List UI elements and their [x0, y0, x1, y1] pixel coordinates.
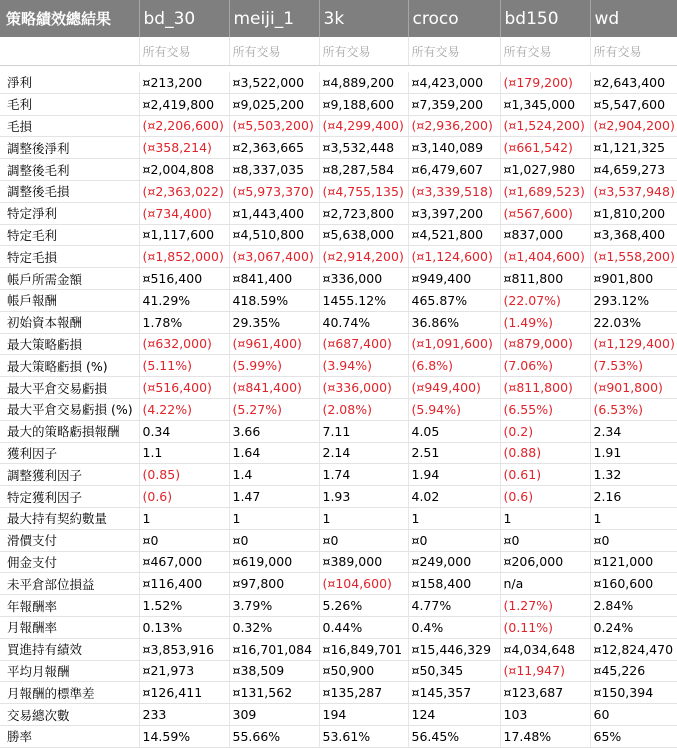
value-cell: (¤661,542)	[500, 137, 590, 159]
row-label: 特定毛損	[0, 246, 139, 268]
value-cell: ¤8,337,035	[229, 159, 319, 181]
subheader-label: 所有交易	[500, 37, 590, 66]
value-cell: 55.66%	[229, 725, 319, 747]
table-row	[0, 224, 677, 246]
row-label: 最大策略虧損	[0, 333, 139, 355]
value-cell: (¤5,503,200)	[229, 115, 319, 137]
value-cell: ¤4,889,200	[319, 72, 408, 93]
value-cell: 4.05	[408, 420, 500, 442]
row-label: 最大的策略虧損報酬	[0, 420, 139, 442]
column-header: croco	[408, 0, 500, 37]
value-cell: ¤16,849,701	[319, 638, 408, 660]
value-cell: (¤179,200)	[500, 72, 590, 93]
row-label: 交易總次數	[0, 704, 139, 726]
value-cell: ¤3,397,200	[408, 202, 500, 224]
value-cell: ¤0	[590, 529, 677, 551]
value-cell: (¤1,129,400)	[590, 333, 677, 355]
row-label: 帳戶報酬	[0, 289, 139, 311]
table-row	[0, 398, 677, 420]
value-cell: ¤145,357	[408, 682, 500, 704]
value-cell: (¤1,091,600)	[408, 333, 500, 355]
value-cell: (3.94%)	[319, 355, 408, 377]
value-cell: 1.93	[319, 486, 408, 508]
table-row	[0, 159, 677, 181]
value-cell: (0.2)	[500, 420, 590, 442]
value-cell: 1	[500, 507, 590, 529]
value-cell: 36.86%	[408, 311, 500, 333]
value-cell: 22.03%	[590, 311, 677, 333]
value-cell: ¤811,800	[500, 268, 590, 290]
value-cell: 14.59%	[139, 725, 229, 747]
value-cell: ¤38,509	[229, 660, 319, 682]
value-cell: (¤104,600)	[319, 573, 408, 595]
value-cell: (0.85)	[139, 464, 229, 486]
value-cell: (0.11%)	[500, 616, 590, 638]
value-cell: ¤1,027,980	[500, 159, 590, 181]
value-cell: ¤3,522,000	[229, 72, 319, 93]
value-cell: ¤2,363,665	[229, 137, 319, 159]
value-cell: ¤4,521,800	[408, 224, 500, 246]
table-row	[0, 137, 677, 159]
value-cell: ¤158,400	[408, 573, 500, 595]
value-cell: 4.02	[408, 486, 500, 508]
value-cell: 17.48%	[500, 725, 590, 747]
value-cell: (¤879,000)	[500, 333, 590, 355]
value-cell: (22.07%)	[500, 289, 590, 311]
row-label: 調整後毛利	[0, 159, 139, 181]
value-cell: (¤2,936,200)	[408, 115, 500, 137]
value-cell: 194	[319, 704, 408, 726]
value-cell: ¤160,600	[590, 573, 677, 595]
row-label: 平均月報酬	[0, 660, 139, 682]
value-cell: ¤1,117,600	[139, 224, 229, 246]
value-cell: (¤336,000)	[319, 377, 408, 399]
value-cell: (¤961,400)	[229, 333, 319, 355]
value-cell: 56.45%	[408, 725, 500, 747]
subheader-label: 所有交易	[408, 37, 500, 66]
value-cell: ¤467,000	[139, 551, 229, 573]
row-label: 初始資本報酬	[0, 311, 139, 333]
value-cell: ¤213,200	[139, 72, 229, 93]
table-row	[0, 355, 677, 377]
column-header: bd150	[500, 0, 590, 37]
value-cell: ¤206,000	[500, 551, 590, 573]
value-cell: ¤1,443,400	[229, 202, 319, 224]
table-row	[0, 311, 677, 333]
value-cell: 2.51	[408, 442, 500, 464]
value-cell: 1.94	[408, 464, 500, 486]
table-row	[0, 442, 677, 464]
value-cell: (¤1,689,523)	[500, 180, 590, 202]
value-cell: 0.34	[139, 420, 229, 442]
value-cell: 53.61%	[319, 725, 408, 747]
value-cell: ¤50,345	[408, 660, 500, 682]
value-cell: 7.11	[319, 420, 408, 442]
value-cell: (¤567,600)	[500, 202, 590, 224]
value-cell: 124	[408, 704, 500, 726]
subheader-row	[0, 37, 677, 66]
value-cell: ¤50,900	[319, 660, 408, 682]
value-cell: (7.06%)	[500, 355, 590, 377]
value-cell: ¤619,000	[229, 551, 319, 573]
value-cell: 1.78%	[139, 311, 229, 333]
value-cell: (¤358,214)	[139, 137, 229, 159]
value-cell: (¤3,067,400)	[229, 246, 319, 268]
value-cell: (¤841,400)	[229, 377, 319, 399]
value-cell: n/a	[500, 573, 590, 595]
table-row	[0, 268, 677, 290]
value-cell: ¤121,000	[590, 551, 677, 573]
value-cell: (6.8%)	[408, 355, 500, 377]
value-cell: 1	[229, 507, 319, 529]
value-cell: 1	[139, 507, 229, 529]
value-cell: ¤3,532,448	[319, 137, 408, 159]
column-header: meiji_1	[229, 0, 319, 37]
table-row	[0, 420, 677, 442]
value-cell: 0.24%	[590, 616, 677, 638]
value-cell: ¤16,701,084	[229, 638, 319, 660]
column-header: wd	[590, 0, 677, 37]
row-label: 調整後淨利	[0, 137, 139, 159]
value-cell: 0.32%	[229, 616, 319, 638]
value-cell: ¤8,287,584	[319, 159, 408, 181]
row-label: 帳戶所需金額	[0, 268, 139, 290]
value-cell: ¤21,973	[139, 660, 229, 682]
value-cell: (5.99%)	[229, 355, 319, 377]
value-cell: (¤2,363,022)	[139, 180, 229, 202]
value-cell: (¤949,400)	[408, 377, 500, 399]
subheader-empty	[0, 37, 139, 66]
value-cell: (¤3,339,518)	[408, 180, 500, 202]
value-cell: (2.08%)	[319, 398, 408, 420]
value-cell: (0.6)	[139, 486, 229, 508]
table-row	[0, 638, 677, 660]
value-cell: ¤5,547,600	[590, 93, 677, 115]
value-cell: ¤97,800	[229, 573, 319, 595]
value-cell: ¤135,287	[319, 682, 408, 704]
value-cell: 3.66	[229, 420, 319, 442]
value-cell: (¤1,124,600)	[408, 246, 500, 268]
value-cell: (4.22%)	[139, 398, 229, 420]
value-cell: ¤837,000	[500, 224, 590, 246]
value-cell: 1.91	[590, 442, 677, 464]
value-cell: (¤734,400)	[139, 202, 229, 224]
row-label: 最大策略虧損 (%)	[0, 355, 139, 377]
value-cell: 2.14	[319, 442, 408, 464]
value-cell: 1.47	[229, 486, 319, 508]
value-cell: ¤949,400	[408, 268, 500, 290]
value-cell: (¤687,400)	[319, 333, 408, 355]
row-label: 調整獲利因子	[0, 464, 139, 486]
value-cell: (7.53%)	[590, 355, 677, 377]
value-cell: (0.88)	[500, 442, 590, 464]
table-row	[0, 115, 677, 137]
value-cell: 2.84%	[590, 595, 677, 617]
value-cell: 1.4	[229, 464, 319, 486]
row-label: 年報酬率	[0, 595, 139, 617]
table-row	[0, 573, 677, 595]
value-cell: ¤5,638,000	[319, 224, 408, 246]
value-cell: ¤901,800	[590, 268, 677, 290]
value-cell: ¤3,140,089	[408, 137, 500, 159]
value-cell: (5.94%)	[408, 398, 500, 420]
row-label: 淨利	[0, 72, 139, 93]
value-cell: 3.79%	[229, 595, 319, 617]
value-cell: ¤116,400	[139, 573, 229, 595]
value-cell: 1	[590, 507, 677, 529]
value-cell: (¤1,524,200)	[500, 115, 590, 137]
value-cell: (¤1,852,000)	[139, 246, 229, 268]
value-cell: (¤3,537,948)	[590, 180, 677, 202]
value-cell: ¤0	[408, 529, 500, 551]
value-cell: 29.35%	[229, 311, 319, 333]
value-cell: 1	[319, 507, 408, 529]
value-cell: ¤0	[229, 529, 319, 551]
value-cell: (0.61)	[500, 464, 590, 486]
value-cell: (1.27%)	[500, 595, 590, 617]
row-label: 佣金支付	[0, 551, 139, 573]
value-cell: ¤1,810,200	[590, 202, 677, 224]
value-cell: ¤123,687	[500, 682, 590, 704]
value-cell: ¤6,479,607	[408, 159, 500, 181]
value-cell: ¤336,000	[319, 268, 408, 290]
value-cell: ¤4,034,648	[500, 638, 590, 660]
value-cell: 1.32	[590, 464, 677, 486]
value-cell: (1.49%)	[500, 311, 590, 333]
value-cell: (¤11,947)	[500, 660, 590, 682]
table-row	[0, 725, 677, 747]
value-cell: ¤9,188,600	[319, 93, 408, 115]
value-cell: 1.52%	[139, 595, 229, 617]
value-cell: ¤1,121,325	[590, 137, 677, 159]
value-cell: 40.74%	[319, 311, 408, 333]
value-cell: ¤9,025,200	[229, 93, 319, 115]
value-cell: (6.53%)	[590, 398, 677, 420]
value-cell: (¤4,755,135)	[319, 180, 408, 202]
value-cell: 1.74	[319, 464, 408, 486]
value-cell: ¤4,510,800	[229, 224, 319, 246]
value-cell: (0.6)	[500, 486, 590, 508]
table-row	[0, 660, 677, 682]
header-row	[0, 0, 677, 37]
value-cell: 0.13%	[139, 616, 229, 638]
value-cell: 60	[590, 704, 677, 726]
table-row	[0, 682, 677, 704]
row-label: 調整後毛損	[0, 180, 139, 202]
table-row	[0, 180, 677, 202]
value-cell: ¤2,004,808	[139, 159, 229, 181]
value-cell: ¤0	[139, 529, 229, 551]
value-cell: (¤1,404,600)	[500, 246, 590, 268]
row-label: 特定獲利因子	[0, 486, 139, 508]
value-cell: 2.16	[590, 486, 677, 508]
value-cell: (¤2,914,200)	[319, 246, 408, 268]
value-cell: 5.26%	[319, 595, 408, 617]
table-row	[0, 377, 677, 399]
value-cell: ¤0	[319, 529, 408, 551]
value-cell: 4.77%	[408, 595, 500, 617]
value-cell: 0.44%	[319, 616, 408, 638]
value-cell: 2.34	[590, 420, 677, 442]
value-cell: 103	[500, 704, 590, 726]
table-row	[0, 289, 677, 311]
row-label: 獲利因子	[0, 442, 139, 464]
row-label: 未平倉部位損益	[0, 573, 139, 595]
table-row	[0, 202, 677, 224]
value-cell: 0.4%	[408, 616, 500, 638]
value-cell: ¤249,000	[408, 551, 500, 573]
value-cell: 293.12%	[590, 289, 677, 311]
row-label: 最大持有契約數量	[0, 507, 139, 529]
row-label: 滑價支付	[0, 529, 139, 551]
value-cell: ¤131,562	[229, 682, 319, 704]
value-cell: ¤7,359,200	[408, 93, 500, 115]
value-cell: ¤4,659,273	[590, 159, 677, 181]
subheader-label: 所有交易	[139, 37, 229, 66]
value-cell: ¤3,368,400	[590, 224, 677, 246]
row-label: 勝率	[0, 725, 139, 747]
value-cell: (¤4,299,400)	[319, 115, 408, 137]
value-cell: ¤45,226	[590, 660, 677, 682]
row-label: 毛利	[0, 93, 139, 115]
table-row	[0, 93, 677, 115]
value-cell: ¤12,824,470	[590, 638, 677, 660]
table-row	[0, 507, 677, 529]
value-cell: ¤126,411	[139, 682, 229, 704]
value-cell: 418.59%	[229, 289, 319, 311]
value-cell: (¤1,558,200)	[590, 246, 677, 268]
value-cell: ¤0	[500, 529, 590, 551]
table-row	[0, 72, 677, 93]
column-header: 3k	[319, 0, 408, 37]
table-row	[0, 616, 677, 638]
value-cell: 1455.12%	[319, 289, 408, 311]
value-cell: 65%	[590, 725, 677, 747]
row-label: 月報酬率	[0, 616, 139, 638]
value-cell: (6.55%)	[500, 398, 590, 420]
value-cell: (¤516,400)	[139, 377, 229, 399]
value-cell: (5.11%)	[139, 355, 229, 377]
row-label: 最大平倉交易虧損	[0, 377, 139, 399]
value-cell: (¤5,973,370)	[229, 180, 319, 202]
value-cell: ¤2,723,800	[319, 202, 408, 224]
subheader-label: 所有交易	[319, 37, 408, 66]
table-row	[0, 704, 677, 726]
row-label: 特定淨利	[0, 202, 139, 224]
row-label: 毛損	[0, 115, 139, 137]
table-row	[0, 246, 677, 268]
table-body	[0, 66, 677, 748]
value-cell: ¤841,400	[229, 268, 319, 290]
value-cell: ¤150,394	[590, 682, 677, 704]
value-cell: ¤15,446,329	[408, 638, 500, 660]
column-header: bd_30	[139, 0, 229, 37]
table-row	[0, 529, 677, 551]
value-cell: 1.1	[139, 442, 229, 464]
value-cell: ¤1,345,000	[500, 93, 590, 115]
value-cell: 41.29%	[139, 289, 229, 311]
subheader-label: 所有交易	[229, 37, 319, 66]
value-cell: ¤3,853,916	[139, 638, 229, 660]
value-cell: 1	[408, 507, 500, 529]
row-label: 買進持有績效	[0, 638, 139, 660]
value-cell: (5.27%)	[229, 398, 319, 420]
value-cell: (¤632,000)	[139, 333, 229, 355]
value-cell: 1.64	[229, 442, 319, 464]
table-row	[0, 551, 677, 573]
table-row	[0, 464, 677, 486]
value-cell: (¤2,206,600)	[139, 115, 229, 137]
value-cell: ¤2,643,400	[590, 72, 677, 93]
row-label: 最大平倉交易虧損 (%)	[0, 398, 139, 420]
value-cell: ¤389,000	[319, 551, 408, 573]
value-cell: 309	[229, 704, 319, 726]
value-cell: 465.87%	[408, 289, 500, 311]
value-cell: ¤516,400	[139, 268, 229, 290]
table-row	[0, 333, 677, 355]
value-cell: (¤811,800)	[500, 377, 590, 399]
row-label: 月報酬的標準差	[0, 682, 139, 704]
table-row	[0, 486, 677, 508]
subheader-label: 所有交易	[590, 37, 677, 66]
table-row	[0, 595, 677, 617]
value-cell: ¤4,423,000	[408, 72, 500, 93]
value-cell: 233	[139, 704, 229, 726]
value-cell: (¤2,904,200)	[590, 115, 677, 137]
row-label: 特定毛利	[0, 224, 139, 246]
value-cell: ¤2,419,800	[139, 93, 229, 115]
table-title: 策略績效總結果	[0, 0, 139, 37]
value-cell: (¤901,800)	[590, 377, 677, 399]
